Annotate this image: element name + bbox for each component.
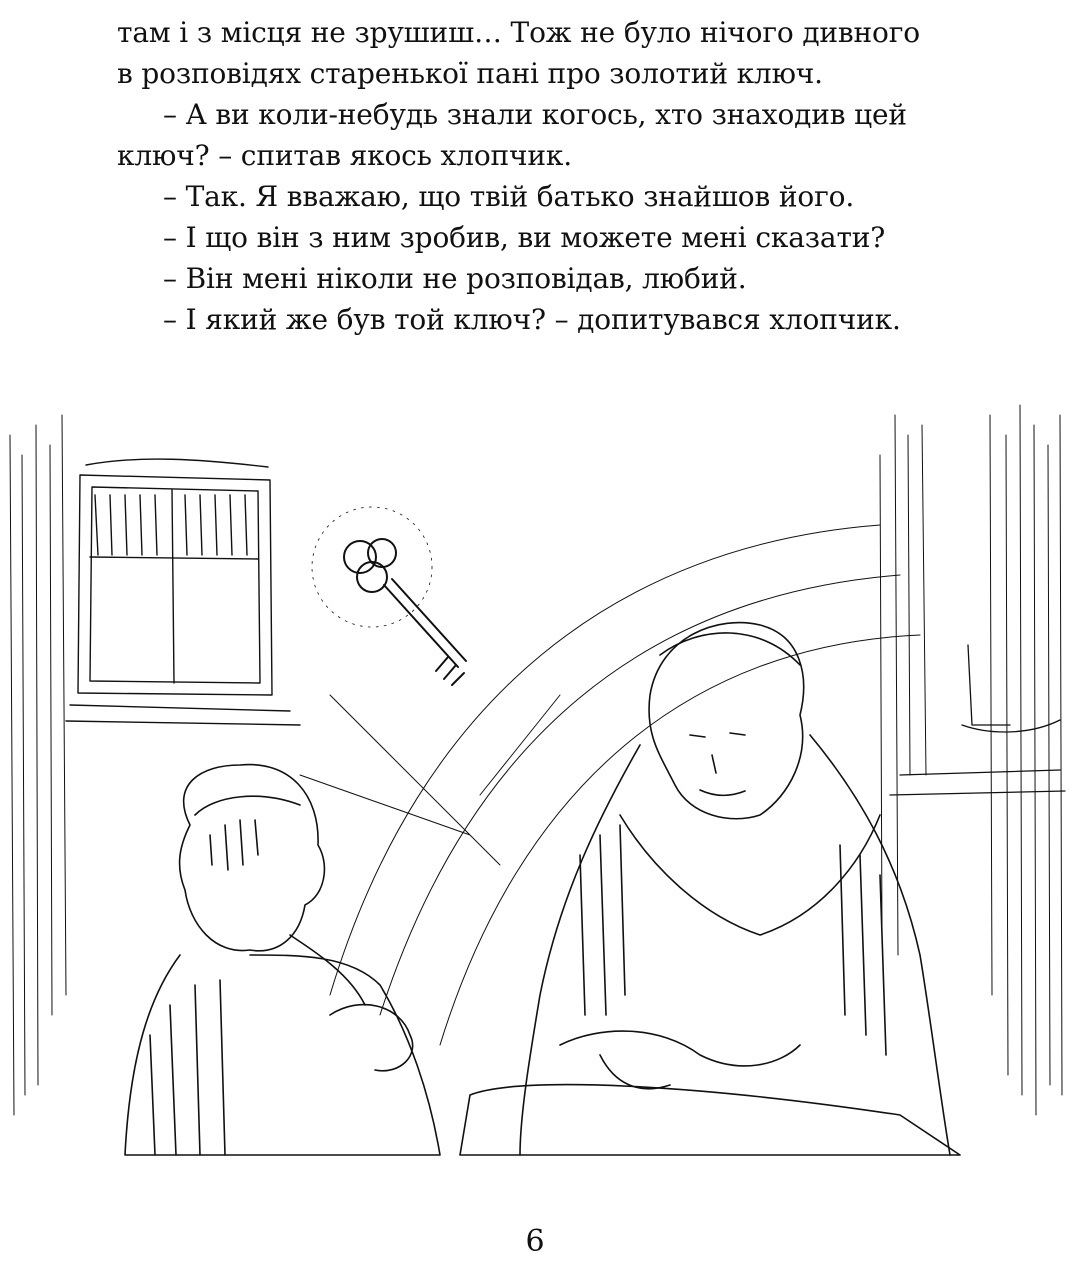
window-drawing (66, 459, 300, 725)
text-line-6: – І що він з ним зробив, ви можете мені сказати? (163, 221, 886, 254)
background-hatching (10, 405, 1062, 1115)
golden-key-drawing (312, 507, 466, 685)
boat-drawing (890, 645, 1065, 795)
text-line-7: – Він мені ніколи не розповідав, любий. (163, 262, 747, 295)
old-woman-figure (460, 623, 960, 1155)
text-line-1: там і з місця не зрушиш… Тож не було нічого дивного (117, 16, 920, 49)
text-line-3: – А ви коли-небудь знали когось, хто знаходив цей (163, 98, 907, 131)
boy-figure (125, 765, 440, 1155)
text-line-5: – Так. Я вважаю, що твій батько знайшов його. (163, 180, 855, 213)
pen-illustration (0, 395, 1070, 1195)
text-line-4: ключ? – спитав якось хлопчик. (117, 139, 573, 172)
story-text (117, 12, 967, 340)
text-line-8: – І який же був той ключ? – допитувався хлопчик. (163, 303, 901, 336)
text-line-2: в розповідях старенької пані про золотий ключ. (117, 57, 823, 90)
page-number: 6 (525, 1224, 545, 1259)
light-rays (300, 525, 920, 1045)
